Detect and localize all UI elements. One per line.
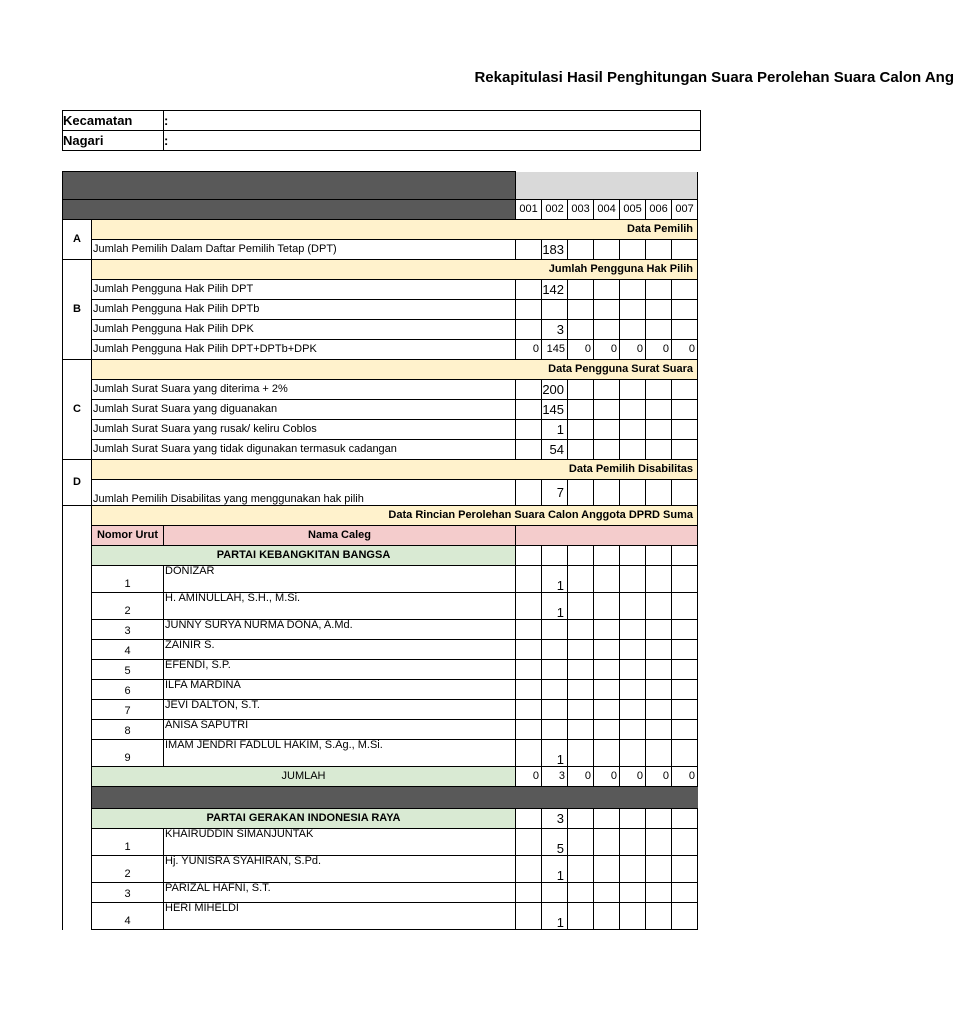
candidate-vote-tps-004[interactable]: [594, 740, 620, 767]
row-label: Jumlah Pemilih Dalam Daftar Pemilih Tetap (DPT): [92, 240, 516, 260]
row-value-tps-007[interactable]: [672, 480, 698, 506]
row-value-tps-005[interactable]: [620, 420, 646, 440]
nagari-label: Nagari: [63, 131, 164, 151]
candidate-name: ANISA SAPUTRI: [164, 720, 516, 740]
row-value-tps-001[interactable]: [516, 380, 542, 400]
total-value-tps-007[interactable]: 0: [672, 767, 698, 787]
candidate-name: DONIZAR: [164, 566, 516, 593]
party-value-tps-007[interactable]: [672, 809, 698, 829]
row-value-tps-001[interactable]: [516, 480, 542, 506]
tps-code-001: 001: [516, 200, 542, 220]
candidate-vote-tps-006[interactable]: [646, 720, 672, 740]
candidate-number: 4: [92, 640, 164, 660]
data-row: [63, 440, 698, 460]
tps-code-007: 007: [672, 200, 698, 220]
candidate-vote-tps-007[interactable]: [672, 903, 698, 930]
row-value-tps-004[interactable]: [594, 320, 620, 340]
kecamatan-label: Kecamatan: [63, 111, 164, 131]
section-header-D: [63, 460, 698, 480]
data-row: [63, 240, 698, 260]
candidate-vote-tps-003[interactable]: [568, 700, 594, 720]
candidate-number: 1: [92, 829, 164, 856]
candidate-number: 3: [92, 883, 164, 903]
candidate-vote-tps-002[interactable]: [542, 700, 568, 720]
tps-code-006: 006: [646, 200, 672, 220]
row-value-tps-004[interactable]: 0: [594, 340, 620, 360]
row-value-tps-004[interactable]: [594, 420, 620, 440]
candidate-name: JUNNY SURYA NURMA DONA, A.Md.: [164, 620, 516, 640]
row-value-tps-001[interactable]: [516, 400, 542, 420]
candidate-row: [63, 566, 698, 593]
party-value-tps-005[interactable]: [620, 809, 646, 829]
candidate-vote-tps-001[interactable]: [516, 593, 542, 620]
candidate-vote-tps-001[interactable]: [516, 680, 542, 700]
candidate-vote-tps-006[interactable]: [646, 856, 672, 883]
data-row: [63, 420, 698, 440]
candidate-name: HERI MIHELDI: [164, 903, 516, 930]
candidate-number: 6: [92, 680, 164, 700]
candidate-number: 1: [92, 566, 164, 593]
row-value-tps-002[interactable]: 3: [542, 320, 568, 340]
candidate-row: [63, 883, 698, 903]
detail-header: Data Rincian Perolehan Suara Calon Anggota DPRD Suma: [92, 506, 698, 526]
row-value-tps-003[interactable]: [568, 280, 594, 300]
data-row: [63, 400, 698, 420]
candidate-vote-tps-003[interactable]: [568, 856, 594, 883]
row-value-tps-003[interactable]: [568, 300, 594, 320]
candidate-number: 7: [92, 700, 164, 720]
total-value-tps-004[interactable]: 0: [594, 767, 620, 787]
col-nomor-urut: Nomor Urut: [92, 526, 164, 546]
row-value-tps-002[interactable]: 145: [542, 340, 568, 360]
candidate-vote-tps-003[interactable]: [568, 903, 594, 930]
party-value-tps-004[interactable]: [594, 546, 620, 566]
row-value-tps-003[interactable]: [568, 380, 594, 400]
location-table: [62, 110, 701, 151]
data-row: [63, 480, 698, 506]
candidate-vote-tps-005[interactable]: [620, 593, 646, 620]
candidate-row: [63, 680, 698, 700]
row-value-tps-005[interactable]: [620, 320, 646, 340]
candidate-vote-tps-002[interactable]: [542, 640, 568, 660]
candidate-vote-tps-006[interactable]: [646, 903, 672, 930]
section-letter-B: B: [63, 260, 92, 360]
data-row: [63, 300, 698, 320]
row-value-tps-003[interactable]: [568, 420, 594, 440]
candidate-vote-tps-005[interactable]: [620, 903, 646, 930]
candidate-name: ILFA MARDINA: [164, 680, 516, 700]
candidate-vote-tps-002[interactable]: [542, 660, 568, 680]
data-row: [63, 380, 698, 400]
row-value-tps-004[interactable]: [594, 380, 620, 400]
candidate-vote-tps-004[interactable]: [594, 566, 620, 593]
candidate-vote-tps-001[interactable]: [516, 700, 542, 720]
total-label: JUMLAH: [92, 767, 516, 787]
candidate-vote-tps-004[interactable]: [594, 856, 620, 883]
candidate-row: [63, 593, 698, 620]
candidate-number: 3: [92, 620, 164, 640]
candidate-vote-tps-001[interactable]: [516, 640, 542, 660]
kecamatan-value[interactable]: :: [164, 111, 701, 131]
row-label: Jumlah Pengguna Hak Pilih DPK: [92, 320, 516, 340]
party-value-tps-002[interactable]: 3: [542, 809, 568, 829]
data-row: [63, 340, 698, 360]
row-label: Jumlah Pemilih Disabilitas yang menggunakan hak pilih: [92, 480, 516, 506]
party-value-tps-003[interactable]: [568, 546, 594, 566]
row-value-tps-003[interactable]: [568, 240, 594, 260]
candidate-vote-tps-001[interactable]: [516, 566, 542, 593]
row-value-tps-005[interactable]: [620, 300, 646, 320]
row-value-tps-004[interactable]: [594, 400, 620, 420]
party-value-tps-004[interactable]: [594, 809, 620, 829]
candidate-number: 5: [92, 660, 164, 680]
candidate-vote-tps-005[interactable]: [620, 829, 646, 856]
candidate-vote-tps-003[interactable]: [568, 593, 594, 620]
candidate-vote-tps-003[interactable]: [568, 829, 594, 856]
candidate-vote-tps-002[interactable]: 1: [542, 856, 568, 883]
candidate-vote-tps-007[interactable]: [672, 856, 698, 883]
row-value-tps-006[interactable]: [646, 320, 672, 340]
tps-header-band: [516, 172, 698, 200]
party-value-tps-001[interactable]: [516, 809, 542, 829]
row-value-tps-002[interactable]: 7: [542, 480, 568, 506]
tps-code-row: [63, 200, 698, 220]
candidate-vote-tps-007[interactable]: [672, 566, 698, 593]
row-value-tps-006[interactable]: [646, 440, 672, 460]
candidate-number: 2: [92, 593, 164, 620]
detail-header-row: [63, 506, 698, 526]
candidate-vote-tps-004[interactable]: [594, 660, 620, 680]
candidate-vote-tps-004[interactable]: [594, 593, 620, 620]
candidate-number: 2: [92, 856, 164, 883]
section-header-A: [63, 220, 698, 240]
candidate-vote-tps-002[interactable]: 1: [542, 566, 568, 593]
candidate-row: [63, 620, 698, 640]
row-value-tps-004[interactable]: [594, 440, 620, 460]
candidate-vote-tps-004[interactable]: [594, 620, 620, 640]
candidate-vote-tps-006[interactable]: [646, 660, 672, 680]
party-row: [63, 546, 698, 566]
candidate-vote-tps-003[interactable]: [568, 740, 594, 767]
header-band: [63, 172, 698, 200]
row-value-tps-007[interactable]: [672, 240, 698, 260]
row-label: Jumlah Surat Suara yang rusak/ keliru Coblos: [92, 420, 516, 440]
row-value-tps-001[interactable]: [516, 420, 542, 440]
candidate-vote-tps-007[interactable]: [672, 620, 698, 640]
row-value-tps-006[interactable]: [646, 240, 672, 260]
row-label: Jumlah Surat Suara yang diterima + 2%: [92, 380, 516, 400]
row-value-tps-003[interactable]: 0: [568, 340, 594, 360]
candidate-vote-tps-002[interactable]: [542, 883, 568, 903]
row-value-tps-004[interactable]: [594, 280, 620, 300]
row-label: Jumlah Surat Suara yang tidak digunakan termasuk cadangan: [92, 440, 516, 460]
candidate-vote-tps-003[interactable]: [568, 640, 594, 660]
row-label: Jumlah Pengguna Hak Pilih DPT+DPTb+DPK: [92, 340, 516, 360]
candidate-name: JEVI DALTON, S.T.: [164, 700, 516, 720]
detail-left-gutter: [63, 506, 92, 930]
candidate-vote-tps-005[interactable]: [620, 640, 646, 660]
row-value-tps-001[interactable]: 0: [516, 340, 542, 360]
data-row: [63, 280, 698, 300]
row-label: Jumlah Pengguna Hak Pilih DPT: [92, 280, 516, 300]
candidate-name: IMAM JENDRI FADLUL HAKIM, S.Ag., M.Si.: [164, 740, 516, 767]
row-value-tps-005[interactable]: [620, 400, 646, 420]
row-value-tps-002[interactable]: [542, 300, 568, 320]
section-letter-D: D: [63, 460, 92, 506]
row-value-tps-005[interactable]: [620, 440, 646, 460]
candidate-vote-tps-001[interactable]: [516, 829, 542, 856]
candidate-number: 8: [92, 720, 164, 740]
candidate-vote-tps-002[interactable]: [542, 620, 568, 640]
candidate-row: [63, 720, 698, 740]
total-row: [63, 767, 698, 787]
candidate-vote-tps-001[interactable]: [516, 903, 542, 930]
candidate-vote-tps-006[interactable]: [646, 740, 672, 767]
row-value-tps-006[interactable]: [646, 420, 672, 440]
row-value-tps-006[interactable]: [646, 380, 672, 400]
candidate-vote-tps-007[interactable]: [672, 680, 698, 700]
candidate-vote-tps-007[interactable]: [672, 700, 698, 720]
candidate-name: KHAIRUDDIN SIMANJUNTAK: [164, 829, 516, 856]
candidate-name: Hj. YUNISRA SYAHIRAN, S.Pd.: [164, 856, 516, 883]
row-value-tps-006[interactable]: [646, 280, 672, 300]
header-dark-band: [63, 172, 516, 200]
row-value-tps-002[interactable]: 54: [542, 440, 568, 460]
candidate-vote-tps-006[interactable]: [646, 829, 672, 856]
candidate-vote-tps-003[interactable]: [568, 620, 594, 640]
candidate-vote-tps-001[interactable]: [516, 620, 542, 640]
row-value-tps-001[interactable]: [516, 280, 542, 300]
row-value-tps-003[interactable]: [568, 440, 594, 460]
tps-code-003: 003: [568, 200, 594, 220]
candidate-row: [63, 700, 698, 720]
candidate-vote-tps-002[interactable]: 5: [542, 829, 568, 856]
candidate-vote-tps-002[interactable]: 1: [542, 740, 568, 767]
total-value-tps-002[interactable]: 3: [542, 767, 568, 787]
row-label: Jumlah Surat Suara yang diguanakan: [92, 400, 516, 420]
section-header-B: [63, 260, 698, 280]
party-value-tps-001[interactable]: [516, 546, 542, 566]
row-value-tps-006[interactable]: 0: [646, 340, 672, 360]
candidate-vote-tps-007[interactable]: [672, 883, 698, 903]
candidate-vote-tps-002[interactable]: 1: [542, 903, 568, 930]
row-value-tps-001[interactable]: [516, 240, 542, 260]
candidate-row: [63, 829, 698, 856]
candidate-vote-tps-004[interactable]: [594, 640, 620, 660]
candidate-vote-tps-004[interactable]: [594, 829, 620, 856]
section-letter-A: A: [63, 220, 92, 260]
candidate-vote-tps-002[interactable]: 1: [542, 593, 568, 620]
party-name-2: PARTAI GERAKAN INDONESIA RAYA: [92, 809, 516, 829]
candidate-vote-tps-006[interactable]: [646, 620, 672, 640]
candidate-vote-tps-003[interactable]: [568, 680, 594, 700]
row-value-tps-007[interactable]: [672, 380, 698, 400]
total-value-tps-001[interactable]: 0: [516, 767, 542, 787]
party-value-tps-005[interactable]: [620, 546, 646, 566]
row-value-tps-004[interactable]: [594, 240, 620, 260]
candidate-vote-tps-005[interactable]: [620, 566, 646, 593]
candidate-vote-tps-003[interactable]: [568, 660, 594, 680]
candidate-vote-tps-005[interactable]: [620, 700, 646, 720]
candidate-vote-tps-005[interactable]: [620, 856, 646, 883]
party-value-tps-002[interactable]: [542, 546, 568, 566]
candidate-vote-tps-003[interactable]: [568, 566, 594, 593]
tps-code-002: 002: [542, 200, 568, 220]
row-value-tps-006[interactable]: [646, 400, 672, 420]
row-value-tps-007[interactable]: [672, 400, 698, 420]
row-value-tps-001[interactable]: [516, 300, 542, 320]
candidate-vote-tps-006[interactable]: [646, 680, 672, 700]
recap-table: [62, 171, 698, 930]
candidate-vote-tps-006[interactable]: [646, 883, 672, 903]
candidate-row: [63, 740, 698, 767]
candidate-number: 4: [92, 903, 164, 930]
page-title: [0, 69, 954, 86]
row-value-tps-005[interactable]: 0: [620, 340, 646, 360]
candidate-row: [63, 903, 698, 930]
row-value-tps-006[interactable]: [646, 300, 672, 320]
column-header-row: [63, 526, 698, 546]
candidate-vote-tps-006[interactable]: [646, 566, 672, 593]
row-value-tps-001[interactable]: [516, 440, 542, 460]
row-value-tps-004[interactable]: [594, 480, 620, 506]
row-value-tps-002[interactable]: 1: [542, 420, 568, 440]
tps-code-004: 004: [594, 200, 620, 220]
nagari-value[interactable]: :: [164, 131, 701, 151]
party-separator: [92, 787, 698, 809]
row-value-tps-003[interactable]: [568, 480, 594, 506]
candidate-vote-tps-004[interactable]: [594, 680, 620, 700]
total-value-tps-005[interactable]: 0: [620, 767, 646, 787]
candidate-vote-tps-005[interactable]: [620, 620, 646, 640]
section-header-C: Data Pengguna Surat Suara: [92, 360, 698, 380]
candidate-vote-tps-003[interactable]: [568, 720, 594, 740]
row-value-tps-007[interactable]: [672, 300, 698, 320]
row-value-tps-005[interactable]: [620, 480, 646, 506]
candidate-vote-tps-004[interactable]: [594, 720, 620, 740]
separator-row: [63, 787, 698, 809]
row-value-tps-005[interactable]: [620, 280, 646, 300]
candidate-vote-tps-002[interactable]: [542, 680, 568, 700]
candidate-row: [63, 660, 698, 680]
row-value-tps-002[interactable]: 142: [542, 280, 568, 300]
candidate-vote-tps-001[interactable]: [516, 660, 542, 680]
candidate-vote-tps-001[interactable]: [516, 883, 542, 903]
col-nama-caleg: Nama Caleg: [164, 526, 516, 546]
candidate-vote-tps-007[interactable]: [672, 720, 698, 740]
row-value-tps-003[interactable]: [568, 400, 594, 420]
candidate-vote-tps-006[interactable]: [646, 593, 672, 620]
tps-code-005: 005: [620, 200, 646, 220]
row-value-tps-007[interactable]: [672, 420, 698, 440]
party-value-tps-003[interactable]: [568, 809, 594, 829]
row-value-tps-005[interactable]: [620, 380, 646, 400]
title-text: Rekapitulasi Hasil Penghitungan Suara Perolehan Suara Calon Ang: [474, 69, 954, 86]
candidate-vote-tps-004[interactable]: [594, 883, 620, 903]
candidate-vote-tps-002[interactable]: [542, 720, 568, 740]
candidate-vote-tps-007[interactable]: [672, 829, 698, 856]
row-value-tps-007[interactable]: [672, 320, 698, 340]
row-value-tps-002[interactable]: 145: [542, 400, 568, 420]
candidate-vote-tps-001[interactable]: [516, 720, 542, 740]
candidate-vote-tps-001[interactable]: [516, 740, 542, 767]
candidate-vote-tps-005[interactable]: [620, 720, 646, 740]
row-value-tps-007[interactable]: [672, 280, 698, 300]
row-value-tps-002[interactable]: 200: [542, 380, 568, 400]
row-value-tps-003[interactable]: [568, 320, 594, 340]
candidate-name: ZAINIR S.: [164, 640, 516, 660]
candidate-name: EFENDI, S.P.: [164, 660, 516, 680]
candidate-vote-tps-004[interactable]: [594, 700, 620, 720]
section-header-A: Data Pemilih: [92, 220, 698, 240]
candidate-vote-tps-006[interactable]: [646, 700, 672, 720]
data-row: [63, 320, 698, 340]
candidate-vote-tps-005[interactable]: [620, 660, 646, 680]
candidate-vote-tps-007[interactable]: [672, 660, 698, 680]
section-header-B: Jumlah Pengguna Hak Pilih: [92, 260, 698, 280]
party-row: [63, 809, 698, 829]
row-label: Jumlah Pengguna Hak Pilih DPTb: [92, 300, 516, 320]
total-value-tps-003[interactable]: 0: [568, 767, 594, 787]
candidate-vote-tps-003[interactable]: [568, 883, 594, 903]
party-value-tps-006[interactable]: [646, 546, 672, 566]
party-name-1: PARTAI KEBANGKITAN BANGSA: [92, 546, 516, 566]
candidate-vote-tps-004[interactable]: [594, 903, 620, 930]
candidate-name: H. AMINULLAH, S.H., M.Si.: [164, 593, 516, 620]
candidate-vote-tps-007[interactable]: [672, 593, 698, 620]
party-value-tps-007[interactable]: [672, 546, 698, 566]
total-value-tps-006[interactable]: 0: [646, 767, 672, 787]
candidate-vote-tps-001[interactable]: [516, 856, 542, 883]
section-header-D: Data Pemilih Disabilitas: [92, 460, 698, 480]
row-value-tps-002[interactable]: 183: [542, 240, 568, 260]
candidate-vote-tps-007[interactable]: [672, 740, 698, 767]
row-value-tps-006[interactable]: [646, 480, 672, 506]
party-value-tps-006[interactable]: [646, 809, 672, 829]
candidate-vote-tps-007[interactable]: [672, 640, 698, 660]
candidate-vote-tps-006[interactable]: [646, 640, 672, 660]
col-tps-band: [516, 526, 698, 546]
candidate-number: 9: [92, 740, 164, 767]
candidate-vote-tps-005[interactable]: [620, 883, 646, 903]
row-value-tps-004[interactable]: [594, 300, 620, 320]
section-letter-C: C: [63, 360, 92, 460]
candidate-row: [63, 640, 698, 660]
row-value-tps-007[interactable]: [672, 440, 698, 460]
candidate-name: PARIZAL HAFNI, S.T.: [164, 883, 516, 903]
row-value-tps-001[interactable]: [516, 320, 542, 340]
candidate-vote-tps-005[interactable]: [620, 680, 646, 700]
section-header-C: [63, 360, 698, 380]
header-dark-band: [63, 200, 516, 220]
row-value-tps-007[interactable]: 0: [672, 340, 698, 360]
row-value-tps-005[interactable]: [620, 240, 646, 260]
candidate-row: [63, 856, 698, 883]
candidate-vote-tps-005[interactable]: [620, 740, 646, 767]
